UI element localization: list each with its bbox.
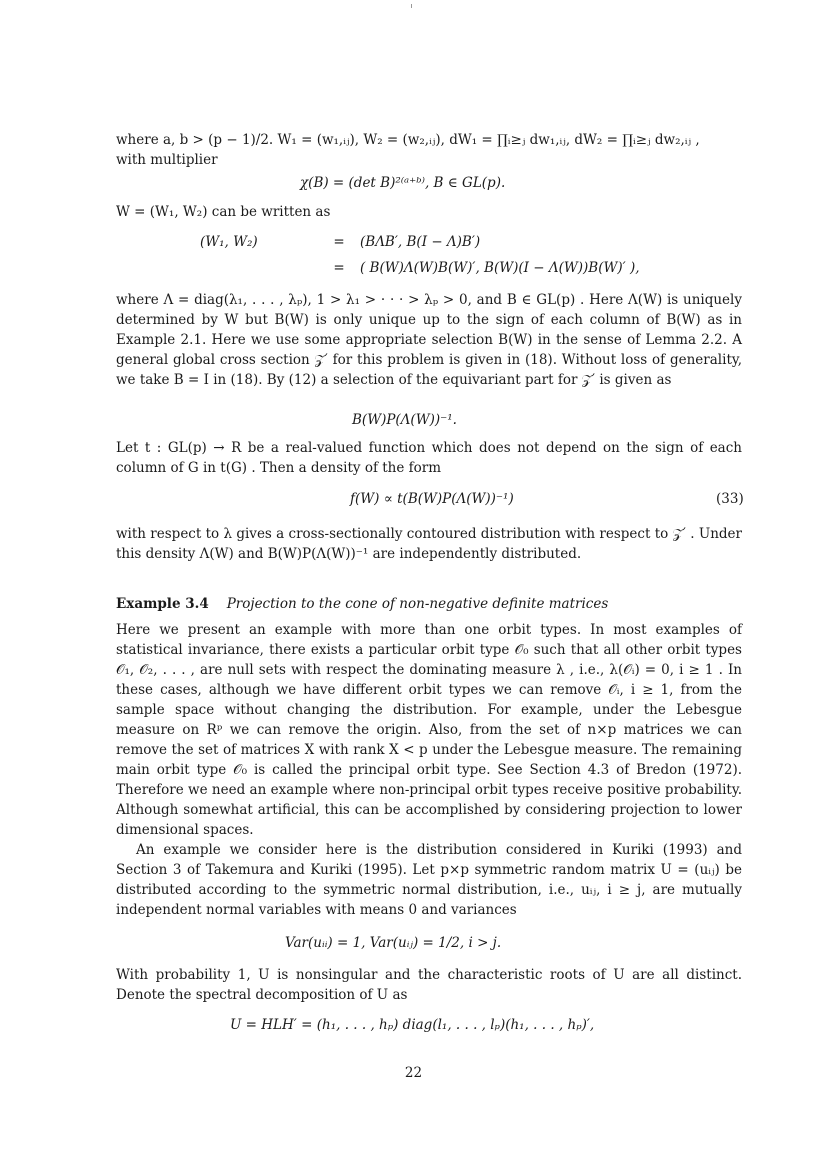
equation-w-rhs-2: ( B(W)Λ(W)B(W)′, B(W)(I − Λ(W))B(W)′ ), — [360, 260, 640, 276]
page-number: 22 — [404, 1065, 423, 1081]
intro-line-1: where a, b > (p − 1)/2. W₁ = (w₁,ᵢⱼ), W₂ = (w₂,ᵢⱼ), dW₁ = ∏ᵢ≥ⱼ dw₁,ᵢⱼ, dW₂ = ∏ᵢ≥ⱼ dw₂,ᵢⱼ , — [116, 132, 700, 148]
equation-variance: Var(uᵢᵢ) = 1, Var(uᵢⱼ) = 1/2, i > j. — [285, 935, 502, 951]
top-mark — [411, 4, 412, 8]
equation-w-row-1 — [200, 232, 640, 252]
intro-line-2: with multiplier — [116, 152, 218, 168]
equation-w-row-2 — [200, 258, 640, 278]
paragraph-respect: with respect to λ gives a cross-sectionally contoured distribution with respect to 𝒵′ . Under this density Λ(W) and B(W)P(Λ(W))⁻¹ are independently distributed. — [116, 526, 742, 562]
equation-chi: χ(B) = (det B)²⁽ᵃ⁺ᵇ⁾, B ∈ GL(p). — [300, 175, 506, 191]
equation-selection: B(W)P(Λ(W))⁻¹. — [352, 412, 457, 428]
paragraph-probability: With probability 1, U is nonsingular and the characteristic roots of U are all distinct. Denote the spectral decomposition of U as — [116, 967, 742, 1003]
paragraph-kuriki: An example we consider here is the distribution considered in Kuriki (1993) and Section 3 of Takemura and Kuriki (1995). Let p×p symmetric random matrix U = (uᵢⱼ) be distributed according to the symmetric normal distribution, i.e., uᵢⱼ, i ≥ j, are mutually independent normal variables with means 0 and variances — [116, 842, 742, 918]
can-be-written-line: W = (W₁, W₂) can be written as — [116, 204, 331, 220]
paragraph-let: Let t : GL(p) → R be a real-valued function which does not depend on the sign of each column of G in t(G) . Then a density of the form — [116, 440, 742, 476]
equation-w-rel-1: = — [333, 234, 345, 250]
equation-spectral: U = HLH′ = (h₁, . . . , hₚ) diag(l₁, . . . , lₚ)(h₁, . . . , hₚ)′, — [230, 1017, 595, 1033]
paragraph-example: Here we present an example with more than one orbit types. In most examples of statistical invariance, there exists a particular orbit type 𝒪₀ such that all other orbit types 𝒪₁, 𝒪₂, . . . , are null sets with respect the dominating measure λ , i.e., λ(𝒪ᵢ) = 0, i ≥ 1 . In these cases, although we have different orbit types we can remove 𝒪ᵢ, i ≥ 1, from the sample space without changing the distribution. For example, under the Lebesgue measure on Rᵖ we can remove the origin. Also, from the set of n×p matrices we can remove the set of matrices X with rank X < p under the Lebesgue measure. The remaining main orbit type 𝒪₀ is called the principal orbit type. See Section 4.3 of Bredon (1972). Therefore we need an example where non-principal orbit types receive positive probability. Although somewhat artificial, this can be accomplished by considering projection to lower dimensional spaces. — [116, 622, 742, 838]
example-label: Example 3.4 — [116, 596, 209, 612]
paragraph-lambda: where Λ = diag(λ₁, . . . , λₚ), 1 > λ₁ > · · · > λₚ > 0, and B ∈ GL(p) . Here Λ(W) is uniquely determined by W but B(W) is only unique up to the sign of each column of B(W) as in Example 2.1. Here we use some appropriate selection B(W) in the sense of Lemma 2.2. A general global cross section 𝒵′ for this problem is given in (18). Without loss of generality, we take B = I in (18). By (12) a selection of the equivariant part for 𝒵′ is given as — [116, 292, 742, 388]
equation-w-rhs-1: (BΛB′, B(I − Λ)B′) — [360, 234, 481, 250]
equation-33-body: f(W) ∝ t(B(W)P(Λ(W))⁻¹) — [350, 491, 514, 507]
example-heading — [116, 594, 608, 614]
equation-w-rel-2: = — [333, 260, 345, 276]
equation-33-number: (33) — [716, 491, 744, 507]
equation-w-lhs: (W₁, W₂) — [200, 234, 258, 250]
example-title: Projection to the cone of non-negative definite matrices — [226, 596, 609, 612]
equation-w — [200, 232, 640, 278]
